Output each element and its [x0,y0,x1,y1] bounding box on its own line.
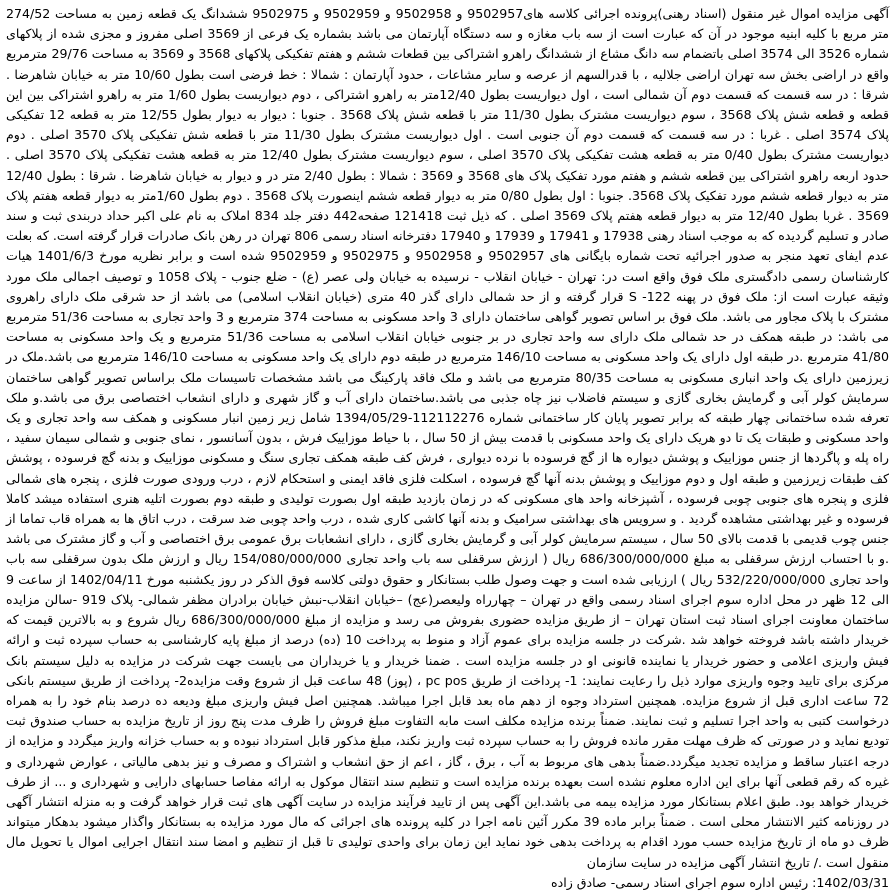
auction-notice-text: آگهی مزایده اموال غیر منقول (اسناد رهنی)پرونده اجرائی کلاسه های9502957 و 9502958 و 9502959 و 9502975 ششدانگ یک قطعه زمین به مساحت 274/52 متر مربع با کلیه ابنیه موجود در آن که عبارت است از سه باب مغازه و سه دستگاه آپارتمان می باشد بشماره یک فرعی از 3569 اصلی مفروز و مجزی شده از پلاکهای شماره 3526 الی 3574 اصلی باتضمام سه دانگ مشاع از ششدانگ راهرو اشتراکی بین قطعات ششم و هفتم تفکیکی پلاکهای 3568 و 3569 به مساحت 29/76 مترمربع واقع در اراضی بخش سه تهران اراضی جلالیه ، با قدرالسهم از عرصه و سایر مشاعات ، حدود آپارتمان : شمالا : خط فرضی است بطول 10/60 متر به خیابان شاهرضا . شرقا : در سه قسمت که قسمت دوم آن شمالی است ، اول دیواریست بطول 12/40متر به راهرو اشتراکی ، دوم دیواریست بطول 1/60 متر به راهرو اشتراکی بین این قطعه و قطعه شش پلاک 3568 ، سوم دیواریست مشترک بطول 11/30 متر با قطعه شش پلاک 3568 . جنوبا : دیوار به دیوار بطول 12/55 متر به قطعه 12 تفکیکی پلاک 3574 اصلی . غربا : در سه قسمت که قسمت دوم آن جنوبی است . اول دیواریست مشترک بطول 11/30 متر با قطعه شش تفکیکی پلاک 3570 اصلی . دوم دیواریست مشترک بطول 0/40 متر به قطعه هشت تفکیکی پلاک 3570 اصلی ، سوم دیواریست مشترک بطول 12/40 متر به قطعه هشت تفکیکی پلاک 3570 اصلی . حدود اربعه راهرو اشتراکی بین قطعه ششم و هفتم مورد تفکیک پلاک های 3568 و 3569 : شمالا : بطول 2/40 متر در و دیوار به خیابان شاهرضا . شرقا : بطول 12/40 متر به دیوار قطعه ششم مورد تفکیک پلاک 3568. جنوبا : اول بطول 0/80 متر به دیوار قطعه ششم اینصورت پلاک 3568 . دوم بطول 1/60متر به دیوار قطعه هفتم پلاک 3569 . غربا بطول 12/40 متر به دیوار قطعه هفتم پلاک 3569 اصلی . که ذیل ثبت 121418 صفحه442 دفتر جلد 834 املاک به نام علی اکبر حداد دربندی ثبت و سند صادر و تسلیم گردیده که به موجب اسناد رهنی 17938 و 17941 و 17939 و 17940 دفترخانه اسناد رسمی 806 تهران در رهن بانک صادرات قرار گرفته است. که بعلت عدم ایفای تعهد منجر به صدور اجرائیه تحت شماره بایگانی های 9502957 و 9502958 و 9502975 و 9502959 شده است و برابر نظریه مورخ 1401/6/3 هیات کارشناسان رسمی دادگستری ملک فوق واقع است در: تهران - خیابان انقلاب - نرسیده به خیابان ولی عصر (ع) - ضلع جنوب - پلاک 1058 و توصیف اجمالی ملک مورد وثیقه عبارت است از: ملک فوق در پهنه 122- S قرار گرفته و از حد شمالی دارای گذر 40 متری (خیابان انقلاب اسلامی) می باشد از حد شرقی ملک دارای راهروی مشترک با پلاک مجاور می باشد. ملک فوق بر اساس تصویر گواهی ساختمان دارای 3 واحد مسکونی به مساحت 374 مترمربع و 3 واحد تجاری به مساحت 51/36 مترمربع می باشد: در طبقه همکف در حد شمالی ملک دارای سه واحد تجاری در بر جنوبی خیابان انقلاب اسلامی به مساحت 51/36 مترمربع و یک واحد مسکونی به مساحت 41/80 مترمربع .در طبقه اول دارای یک واحد مسکونی به مساحت 146/10 مترمربع در طبقه دوم دارای یک واحد مسکونی به مساحت 146/10 مترمربع می باشد.ملک در زیرزمین دارای یک واحد انباری مسکونی به مساحت 80/35 مترمربع می باشد و ملک فاقد پارکینگ می باشد مشخصات تاسیسات ملک براساس تصویر گواهی ساختمان سرمایش کولر آبی و گرمایش بخاری گازی و سیستم فاضلاب نیز چاه جذبی می باشد.ساختمان دارای آب و گاز شهری و دارای انشعاب اختصاصی برق می باشد.و ملک تعرفه شده ساختمانی چهار طبقه که برابر تصویر پایان کار ساختمانی شماره 112112276-1394/05/29 شامل زیر زمین انبار مسکونی و همکف سه واحد تجاری و یک واحد مسکونی و طبقات یک تا دو هریک دارای یک واحد مسکونی با قدمت بیش از 50 سال ، با حیاط موزاییک فرش ، بدون آسانسور ، نمای جنوبی و شمالی سیمان سفید ، راه پله و پاگردها از جنس موزاییک و پوشش دیواره ها از گچ فرسوده با نرده دیواری ، فرش کف طبقه همکف تجاری سنگ و مسکونی موزاییک و بدنه گچ فرسوده ، پوشش کف طبقات زیرزمین و طبقه اول و دوم موزاییک و پوشش بدنه آنها گچ فرسوده ، اسکلت فلزی فاقد ایمنی و استحکام لازم ، درب ورودی صورت فلزی ، پنجره های شمالی فلزی و پنجره های جنوبی چوبی فرسوده ، آشپزخانه واحد های مسکونی که در زمان بازدید طبقه اول بصورت تولیدی و طبقه دوم بصورت اتلیه هنری استفاده میشد کاملا فرسوده و غیر بهداشتی مشاهده گردید . و سرویس های بهداشتی سرامیک و بدنه آنها کاشی کاری شده ، درب واحد چوبی ضد سرقت ، درب اتاق ها به همراه قاب تماما از جنس چوب قدیمی با قدمت بالای 50 سال ، سیستم سرمایش کولر آبی و گرمایش بخاری گازی ، دارای انشعابات برق عمومی برق اختصاصی و آب و گاز مشترک می باشد .و با احتساب ارزش سرقفلی به مبلغ 686/300/000/000 ریال ( ارزش سرقفلی سه باب واحد تجاری 154/080/000/000 ریال و ارزش ملک بدون سرقفلی سه باب واحد تجاری 532/220/000/000 ریال ) ارزیابی شده است و جهت وصول طلب بستانکار و حقوق دولتی کلاسه فوق الذکر در روز یکشنبه مورخ 1402/04/11 از ساعت 9 الی 12 ظهر در محل اداره سوم اجرای اسناد رسمی واقع در تهران – چهارراه ولیعصر(عج) –خیابان انقلاب-نبش خیابان برادران مظفر شمالی- پلاک 919 -سالن مزایده ساختمان معاونت اجرای اسناد ثبت استان تهران – از طریق مزایده حضوری بفروش می رسد و مزایده از مبلغ 686/300/000/000 ریال شروع و به بالاترین قیمت که خریدار داشته باشد فروخته خواهد شد .شرکت در جلسه مزایده برای عموم آزاد و منوط به پرداخت 10 (ده) درصد از مبلغ پایه کارشناسی به حساب سپرده ثبت و ارائه فیش واریزی اعلامی و حضور خریدار یا نماینده قانونی او در جلسه مزایده است . ضمنا خریدار و یا خریداران می بایست جهت شرکت در مزایده به دلیل سیستم بانک مرکزی برای تایید وجوه واریزی موارد ذیل را رعایت نمایند: 1- پرداخت از طریق pc pos ، (پوز) 48 ساعت قبل از شروع وقت مزایده2- پرداخت از طریق سیستم بانکی 72 ساعت اداری قبل از شروع مزایده. همچنین استرداد وجوه از دهم ماه بعد قابل اجرا میباشد. همچنین اصل فیش واریزی مبلغ ودیعه ده درصد بنام خود را به همراه درخواست کتبی به واحد اجرا تسلیم و ثبت نمایند. ضمناً برنده مزایده مکلف است مابه التفاوت مبلغ فروش را ظرف مدت پنج روز از تاریخ مزایده به حساب صندوق ثبت تودیع نماید و در صورتی که ظرف مهلت مقرر مانده فروش را به حساب سپرده ثبت واریز نکند، مبلغ مذکور قابل استرداد نبوده و به حساب خزانه واریز میگردد و مزایده از درجه اعتبار ساقط و مزایده تجدید میگردد.ضمناً بدهی های مربوط به آب ، برق ، گاز ، اعم از حق انشعاب و اشتراک و مصرف و نیز بدهی مالیاتی ، عوارض شهرداری و غیره که رقم قطعی آنها برای این اداره معلوم نشده است بعهده برنده مزایده است و تنظیم سند انتقال موکول به ارائه مفاصا حسابهای دارایی و شهرداری و ... از طرف خریدار خواهد بود. طبق اعلام بستانکار مورد مزایده بیمه می باشد.این آگهی پس از تایید فرآیند مزایده در سایت آگهی های ثبت قرار خواهد گرفت و به منزله انتشار آگهی در روزنامه کثیر الانتشار محلی است . ضمناً برابر ماده 39 مکرر آئین نامه اجرا در کلیه پرونده های اجرائی که مال مورد مزایده به بستانکار واگذار میشود بدهکار میتواند ظرف دو ماه از تاریخ مزایده حسب مورد اقدام به پرداخت بدهی خود نماید این زمان برای واحدی تولیدی تا قبل از تنظیم و امضا سند انتقال اجرایی اموال یا تحویل مال منقول است ./ تاریخ انتشار آگهی مزایده در سایت سازمان [6,6,890,870]
notice-signature-line: 1402/03/31: رئیس اداره سوم اجرای اسناد رسمی- صادق زاده [551,874,889,890]
